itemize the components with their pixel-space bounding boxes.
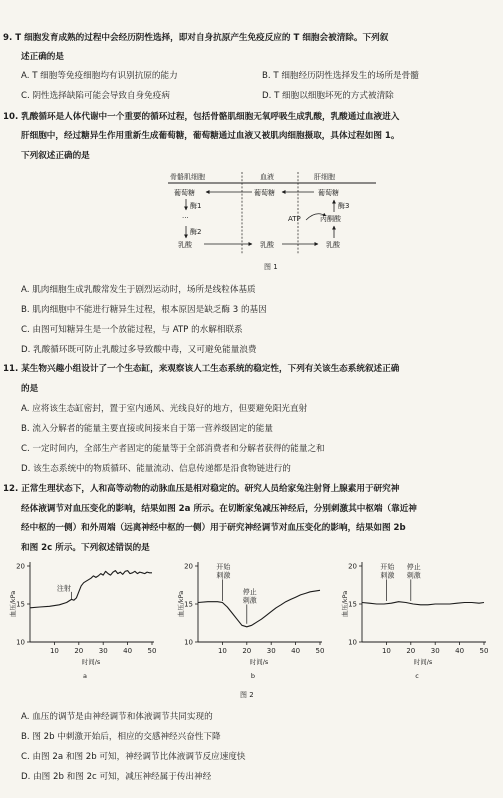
annotation-stop-line2: 刺激 (242, 596, 257, 605)
chart-2b (176, 558, 326, 682)
q9-stem-line1: 9. T 细胞发育成熟的过程中会经历阴性选择，即对自身抗原产生免疫反应的 T 细胞会被清除。下列叙 (3, 33, 389, 43)
y-tick-label: 15 (16, 600, 25, 609)
glucose-liver-label: 葡萄糖 (318, 189, 339, 197)
x-tick-label: 40 (455, 647, 465, 655)
q11-option-d: D. 该生态系统中的物质循环、能量流动、信息传递都是沿食物链进行的 (21, 464, 291, 474)
y-axis-label: 血压/kPa (341, 590, 349, 618)
q12-option-d: D. 由图 2b 和图 2c 可知，减压神经属于传出神经 (21, 772, 212, 782)
q10-stem-line2: 肝细胞中，经过糖异生作用重新生成葡萄糖，葡萄糖通过血液又被肌肉细胞摄取，具体过程如图 1。 (21, 131, 400, 141)
x-axis-label: 时间/s (413, 658, 433, 666)
lactate-blood-label: 乳酸 (260, 241, 274, 249)
blood-pressure-line (30, 571, 152, 608)
q9-stem-line2: 述正确的是 (21, 52, 64, 62)
q11-option-a: A. 应将该生态缸密封，置于室内通风、光线良好的地方，但要避免阳光直射 (21, 404, 308, 414)
panel-label: a (83, 672, 87, 680)
x-tick-label: 50 (479, 647, 489, 655)
glucose-muscle-label: 葡萄糖 (174, 189, 195, 197)
x-tick-label: 10 (381, 647, 391, 655)
q9-option-b: B. T 细胞经历阴性选择发生的场所是骨髓 (262, 71, 419, 81)
diagram-header-blood: 血液 (260, 173, 274, 181)
x-tick-label: 40 (123, 647, 133, 655)
annotation-start-line2: 刺激 (216, 571, 231, 580)
y-tick-label: 20 (16, 562, 25, 571)
figure2-caption: 图 2 (240, 691, 254, 699)
annotation-start-line2: 刺激 (380, 571, 395, 580)
x-tick-label: 30 (430, 647, 440, 655)
chart-2c (340, 558, 490, 682)
intermediate-dots: ··· (182, 214, 189, 222)
lactate-liver-label: 乳酸 (326, 241, 340, 249)
q12-stem-line4: 和图 2c 所示。下列叙述错误的是 (21, 543, 150, 553)
panel-label: c (415, 672, 419, 680)
enzyme3-label: 酶3 (338, 202, 350, 210)
q10-option-c: C. 由图可知糖异生是一个放能过程，与 ATP 的水解相联系 (21, 325, 243, 335)
annotation-start-line1: 开始 (380, 563, 395, 572)
q9-option-d: D. T 细胞以细胞坏死的方式被清除 (262, 91, 394, 101)
q10-option-b: B. 肌肉细胞中不能进行糖异生过程，根本原因是缺乏酶 3 的基因 (21, 305, 267, 315)
q9-option-a: A. T 细胞等免疫细胞均有识别抗原的能力 (21, 71, 178, 81)
q11-stem-line2: 的是 (21, 384, 39, 394)
q9-option-c: C. 阴性选择缺陷可能会导致自身免疫病 (21, 91, 170, 101)
diagram-header-muscle: 骨骼肌细胞 (170, 173, 205, 181)
y-tick-label: 15 (348, 600, 357, 609)
x-tick-label: 20 (242, 647, 252, 655)
q11-option-b: B. 流入分解者的能量主要直接或间接来自于第一营养级固定的能量 (21, 424, 273, 434)
x-tick-label: 50 (147, 647, 157, 655)
lactate-muscle-label: 乳酸 (178, 241, 192, 249)
blood-pressure-line (362, 602, 484, 605)
y-tick-label: 20 (184, 562, 193, 571)
y-tick-label: 20 (348, 562, 357, 571)
chart-2a (8, 558, 158, 682)
pyruvate-label: 丙酮酸 (320, 215, 341, 223)
q11-stem-line1: 11. 某生物兴趣小组设计了一个生态缸，来观察该人工生态系统的稳定性，下列有关该生态系统叙述正确 (3, 364, 400, 374)
q11-option-c: C. 一定时间内，全部生产者固定的能量等于全部消费者和分解者获得的能量之和 (21, 444, 325, 454)
annotation-start-line1: 开始 (216, 563, 231, 572)
q10-stem-line1: 10. 乳酸循环是人体代谢中一个重要的循环过程，包括骨骼肌细胞无氧呼吸生成乳酸，乳酸通过血液进入 (3, 112, 400, 122)
y-axis-label: 血压/kPa (9, 590, 17, 618)
x-tick-label: 10 (49, 647, 59, 655)
q12-option-a: A. 血压的调节是由神经调节和体液调节共同实现的 (21, 712, 213, 722)
y-tick-label: 10 (16, 638, 25, 647)
x-tick-label: 30 (98, 647, 108, 655)
blood-pressure-line (198, 590, 320, 627)
q12-option-c: C. 由图 2a 和图 2b 可知，神经调节比体液调节反应速度快 (21, 752, 246, 762)
diagram-header-liver: 肝细胞 (314, 173, 335, 181)
x-tick-label: 50 (315, 647, 325, 655)
q12-option-b: B. 图 2b 中刺激开始后，相应的交感神经兴奋性下降 (21, 732, 221, 742)
q10-option-d: D. 乳酸循环既可防止乳酸过多导致酸中毒，又可避免能量浪费 (21, 345, 257, 355)
enzyme1-label: 酶1 (190, 202, 202, 210)
panel-label: b (250, 672, 256, 680)
q12-stem-line2: 经体液调节对血压变化的影响，结果如图 2a 所示。在切断家兔减压神经后，分别刺激其中枢端（靠近神 (21, 504, 417, 514)
y-axis-label: 血压/kPa (177, 590, 185, 618)
q10-option-a: A. 肌肉细胞生成乳酸常发生于剧烈运动时，场所是线粒体基质 (21, 285, 256, 295)
x-tick-label: 10 (217, 647, 227, 655)
annotation-inject: 注射 (56, 584, 71, 593)
lactate-cycle-diagram (168, 170, 376, 274)
x-tick-label: 40 (291, 647, 301, 655)
q10-stem-line3: 下列叙述正确的是 (21, 151, 90, 161)
annotation-stop-line1: 停止 (242, 588, 257, 597)
glucose-blood-label: 葡萄糖 (254, 189, 275, 197)
annotation-stop-line1: 停止 (406, 563, 421, 572)
atp-label: ATP (288, 215, 301, 223)
x-tick-label: 20 (74, 647, 84, 655)
x-axis-label: 时间/s (249, 658, 269, 666)
enzyme2-label: 酶2 (190, 228, 202, 236)
annotation-stop-line2: 刺激 (406, 571, 421, 580)
y-tick-label: 15 (184, 600, 193, 609)
x-tick-label: 20 (406, 647, 416, 655)
y-tick-label: 10 (348, 638, 357, 647)
x-axis-label: 时间/s (81, 658, 101, 666)
y-tick-label: 10 (184, 638, 193, 647)
q12-stem-line1: 12. 正常生理状态下，人和高等动物的动脉血压是相对稳定的。研究人员给家兔注射肾上腺素用于研究神 (3, 484, 400, 494)
x-tick-label: 30 (266, 647, 276, 655)
q12-stem-line3: 经中枢的一侧）和外周端（远离神经中枢的一侧）用于研究神经调节对血压变化的影响，结果如图 2b (21, 523, 406, 533)
figure1-caption: 图 1 (264, 263, 278, 271)
